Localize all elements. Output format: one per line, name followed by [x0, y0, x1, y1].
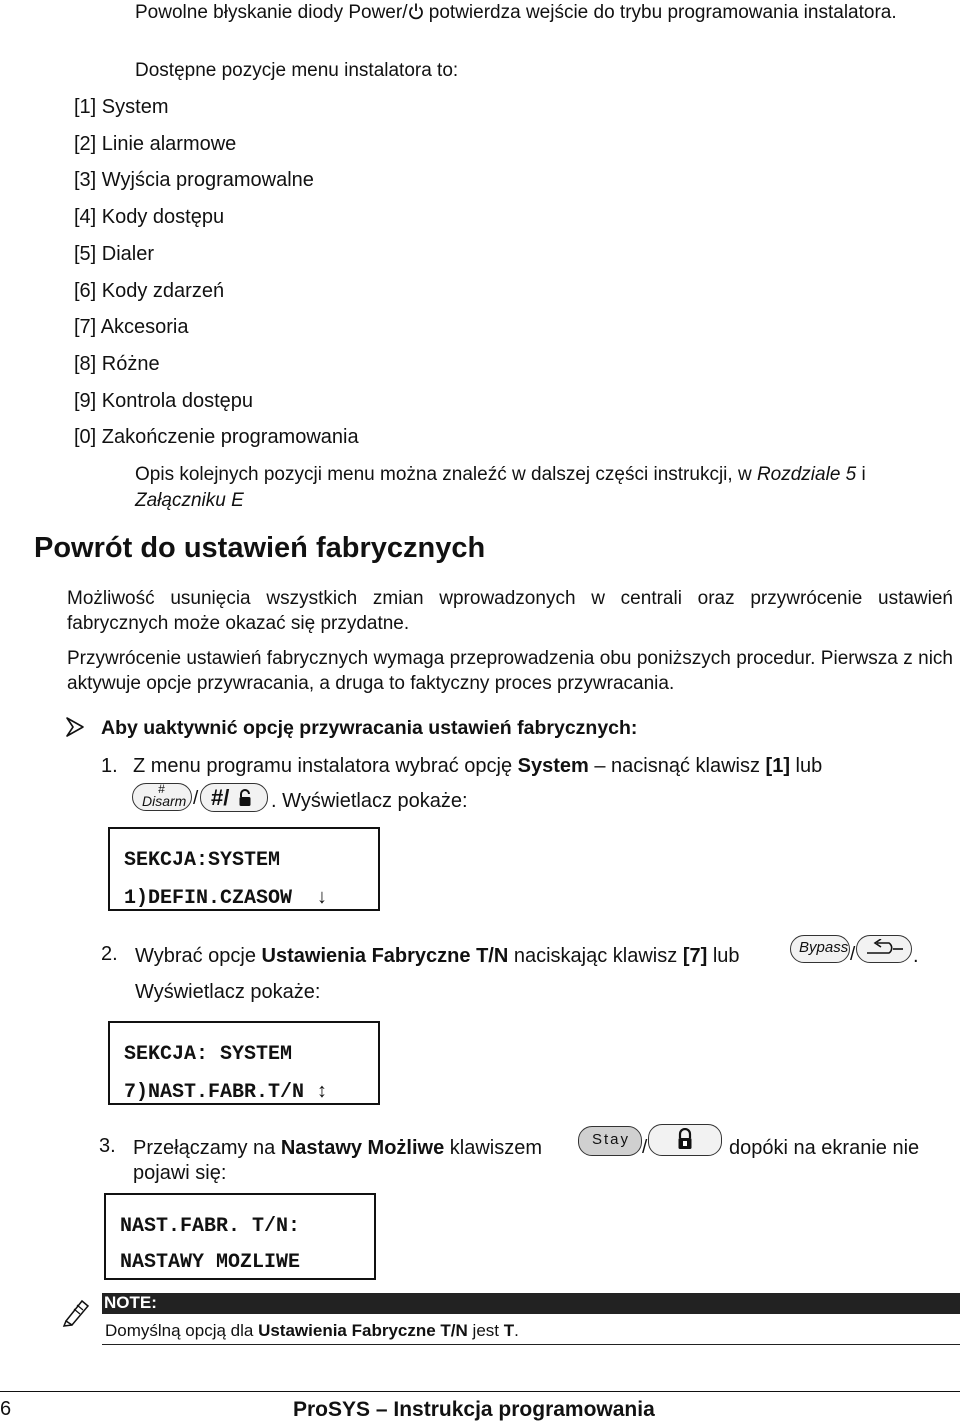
section-title: Powrót do ustawień fabrycznych: [34, 532, 486, 564]
key-separator: /: [642, 1137, 648, 1158]
menu-item: [6] Kody zdarzeń: [74, 280, 225, 302]
step-text: Wybrać opcje Ustawienia Fabryczne T/N naciskając klawisz [7] lub: [135, 945, 740, 967]
section-paragraph: Możliwość usunięcia wszystkich zmian wprowadzonych w centrali oraz przywrócenie ustawień fabrycznych może okazać się przydatne.: [67, 588, 953, 634]
note-text: Domyślną opcją dla Ustawienia Fabryczne T/N jest T.: [105, 1321, 519, 1340]
step-text: Wyświetlacz pokaże:: [135, 981, 321, 1003]
key-separator: /: [193, 788, 199, 809]
menu-item: [4] Kody dostępu: [74, 206, 225, 228]
step-text: . Wyświetlacz pokaże:: [271, 790, 468, 812]
step-text: pojawi się:: [133, 1162, 227, 1184]
lcd-line: 1)DEFIN.CZASOW ↓: [124, 887, 329, 910]
note-header-bar: [102, 1293, 960, 1314]
pencil-hand-icon: [62, 1295, 94, 1327]
note-label: NOTE:: [104, 1293, 157, 1312]
hash-unlock-key[interactable]: #/: [200, 783, 268, 812]
bypass-arrow-key[interactable]: [856, 935, 912, 963]
intro-text: Powolne błyskanie diody Power/ potwierdza wejście do trybu programowania instalatora.: [135, 2, 897, 23]
lcd-display: [108, 1021, 380, 1105]
unlock-icon: [238, 789, 252, 807]
appendix-reference: Załączniku E: [135, 490, 244, 511]
section-paragraph: Przywrócenie ustawień fabrycznych wymaga przeprowadzenia obu poniższych procedur. Pierwsza z nich aktywuje opcje przywracania, a druga to faktyczny proces przywracania.: [67, 648, 953, 694]
menu-item: [0] Zakończenie programowania: [74, 426, 359, 448]
key-separator: /: [850, 944, 856, 965]
step-text: .: [913, 945, 919, 967]
step-text: Przełączamy na Nastawy Możliwe klawiszem: [133, 1137, 543, 1159]
task-title: Aby uaktywnić opcję przywracania ustawień fabrycznych:: [101, 717, 638, 739]
step-text: dopóki na ekranie nie: [729, 1137, 920, 1159]
lcd-display: [104, 1193, 376, 1280]
step-number: 1.: [101, 755, 118, 777]
lcd-line: SEKCJA: SYSTEM: [124, 1043, 293, 1066]
step-number: 2.: [101, 943, 118, 965]
disarm-key[interactable]: # Disarm: [132, 783, 192, 811]
menu-item: [3] Wyjścia programowalne: [74, 169, 314, 191]
menu-item: [2] Linie alarmowe: [74, 133, 237, 155]
footer-divider: [0, 1391, 960, 1392]
bypass-arrow-icon: [863, 939, 905, 959]
chapter-reference: Rozdziale 5: [756, 464, 857, 485]
menu-item: [7] Akcesoria: [74, 316, 189, 338]
step-number: 3.: [99, 1135, 116, 1157]
bypass-key[interactable]: Bypass: [790, 935, 850, 963]
lcd-line: SEKCJA:SYSTEM: [124, 849, 281, 872]
menu-description: Opis kolejnych pozycji menu można znaleźć w dalszej części instrukcji, w Rozdziale 5 i Załączniku E: [135, 464, 866, 511]
menu-item: [1] System: [74, 96, 169, 118]
stay-key[interactable]: Stay: [578, 1126, 642, 1156]
menu-item: [8] Różne: [74, 353, 160, 375]
menu-item: [9] Kontrola dostępu: [74, 390, 254, 412]
lock-key[interactable]: [648, 1124, 722, 1156]
lcd-line: 7)NAST.FABR.T/N ↕: [124, 1081, 329, 1104]
step-text: Z menu programu instalatora wybrać opcję System – nacisnąć klawisz [1] lub: [133, 755, 823, 777]
footer-title: ProSYS – Instrukcja programowania: [293, 1398, 655, 1421]
lock-icon: [677, 1128, 693, 1150]
power-icon: [408, 2, 424, 20]
lcd-display: [108, 827, 380, 911]
menu-item: [5] Dialer: [74, 243, 155, 265]
page-number: 6: [0, 1398, 12, 1420]
lcd-line: NASTAWY MOZLIWE: [120, 1251, 301, 1274]
menu-lead: Dostępne pozycje menu instalatora to:: [135, 60, 459, 81]
lcd-line: NAST.FABR. T/N:: [120, 1215, 301, 1238]
note-divider: [102, 1344, 960, 1345]
arrow-bullet-icon: [64, 716, 86, 738]
